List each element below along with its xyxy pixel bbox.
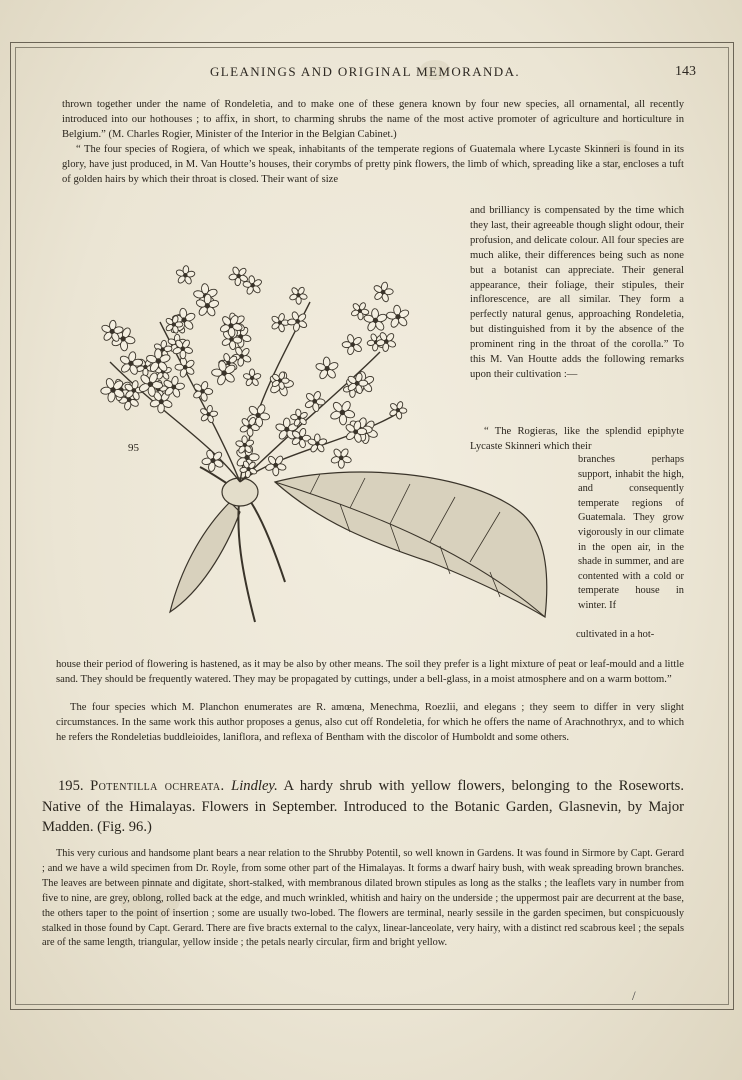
body-text-species xyxy=(56,701,684,746)
flower-mark xyxy=(192,380,213,402)
flower-mark xyxy=(311,352,344,385)
paragraph-3: house their period of flowering is hastened, as it may be also by other means. The soil they prefer is a light mixture of peat or leaf-mould and a little sand. They should be frequently watered. They may be propagated by cuttings, under a bell-glass, in a moist atmosphere and on a warm bottom.” xyxy=(56,659,684,685)
flower-mark xyxy=(196,402,220,426)
flower-cluster xyxy=(96,262,414,481)
column-paragraph-4: cultivated in a hot- xyxy=(576,629,655,640)
rogiera-illustration xyxy=(50,212,555,652)
entry-description: A hardy shrub with yellow flowers, belonging to the Roseworts. Native of the Himalayas. Flowers in September. Introduced to the Botanic Garden, Glasnevin, by Major Madden. (Fig. 96.) xyxy=(42,778,684,835)
flower-mark xyxy=(303,389,326,413)
column-paragraph-1: and brilliancy is compensated by the time which they last, their agreeable though slight odour, their profusion, and delicate colour. All four species are much alike, their differences being such as none but a botanist can appreciate. Their general appearance, their foliage, their stipules, their inflorescence, are all similar. They form a perfectly natural genus, approaching Rondeletia, but distinguished from it by the absence of the prominent ring in the throat of the corolla.” To this M. Van Houtte adds the following remarks upon their cultivation :— xyxy=(470,205,684,380)
flower-mark xyxy=(370,279,397,306)
paragraph-5: This very curious and handsome plant bears a near relation to the Shrubby Potentil, so well known in Gardens. It was found in Sirmore by Capt. Gerard ; and we have a wild specimen from Dr. Royle, from some other part of the Himalayas. It forms a dwarf hairy bush, with weak spreading brown branches. The leaves are between pinnate and digitate, short-stalked, with membranous dilated brown stipules as long as the stalks ; the leaflets vary in number from five to nine, are grey, oblong, rolled back at the edge, and much wrinkled, whitish and hairy on the underside ; the uppermost pair are decurrent at the base, the others taper to the point of insertion ; some are usually two-lobed. The flowers are terminal, nearly sessile in the garden specimen, but conspicuously stalked in those found by Capt. Gerard. There are five bracts external to the calyx, linear-lanceolate, very hairy, with a distinct red scabrous keel ; the sepals are of the same length, triangular, yellow inside ; the petals nearly circular, firm and bright yellow. xyxy=(42,848,684,949)
body-text-bottom xyxy=(42,847,684,951)
flower-mark xyxy=(328,445,354,472)
column-paragraph-2: “ The Rogieras, like the splendid epiphyte Lycaste Skinneri which their xyxy=(470,426,684,452)
column-text-3 xyxy=(578,453,684,614)
entry-authority: Lindley. xyxy=(231,778,278,794)
page-number: 143 xyxy=(675,64,696,79)
leaf-illustration xyxy=(275,472,547,617)
plant-entry-heading xyxy=(42,776,684,838)
page-header xyxy=(40,64,696,84)
entry-plant-name: Potentilla ochreata. xyxy=(90,778,225,794)
flower-mark xyxy=(198,445,228,476)
column-paragraph-3: branches perhaps support, inhabit the high, and consequently temperate regions of Guatemala. They grow vigorously in our climate in the open air, in the shade in summer, and are contented with a cold or temperate house in winter. If xyxy=(578,454,684,611)
paragraph-4: The four species which M. Planchon enumerates are R. amœna, Menechma, Roezlii, and elegans ; they seem to differ in very slight circumstances. In the same work this author proposes a genus, also cut off Rondeletia, for which he offers the name of Arachnothryx, and to which he refers the Rondeletias buddleioides, laniflora, and reflexa of Bentham with the discolor of Humboldt and some others. xyxy=(56,702,684,743)
figure-number: 95 xyxy=(128,442,139,454)
flower-mark xyxy=(338,330,367,360)
flower-mark xyxy=(373,328,400,355)
lower-leaf-illustration xyxy=(170,502,240,612)
flower-mark xyxy=(284,307,312,335)
body-text-top xyxy=(62,98,684,187)
flower-mark xyxy=(239,365,265,390)
body-text-middle xyxy=(56,658,684,688)
flower-mark xyxy=(172,262,199,289)
column-text-4 xyxy=(576,628,684,643)
paragraph-1: thrown together under the name of Rondeletia, and to make one of these genera known by four new species, all ornamental, all recently introduced into our hothouses ; to affix, in short, to charming shrubs the name of the most active promoter of agriculture and horticulture in Belgium.” (M. Charles Rogier, Minister of the Interior in the Belgian Cabinet.) xyxy=(62,99,684,140)
running-head: GLEANINGS AND ORIGINAL MEMORANDA. xyxy=(209,64,521,79)
flower-mark xyxy=(271,313,290,333)
paragraph-2: “ The four species of Rogiera, of which we speak, inhabitants of the temperate regions of Guatemala where Lycaste Skinneri is found in its glory, have just produced, in M. Van Houtte’s houses, their corymbs of pretty pink flowers, the limb of which, spreading like a star, encloses a tuft of golden hairs by which their throat is closed. Their want of size xyxy=(62,143,684,185)
flower-mark xyxy=(115,348,147,379)
entry-number: 195. xyxy=(58,778,84,794)
flower-mark xyxy=(287,284,309,307)
footer-mark: / xyxy=(632,988,636,1003)
